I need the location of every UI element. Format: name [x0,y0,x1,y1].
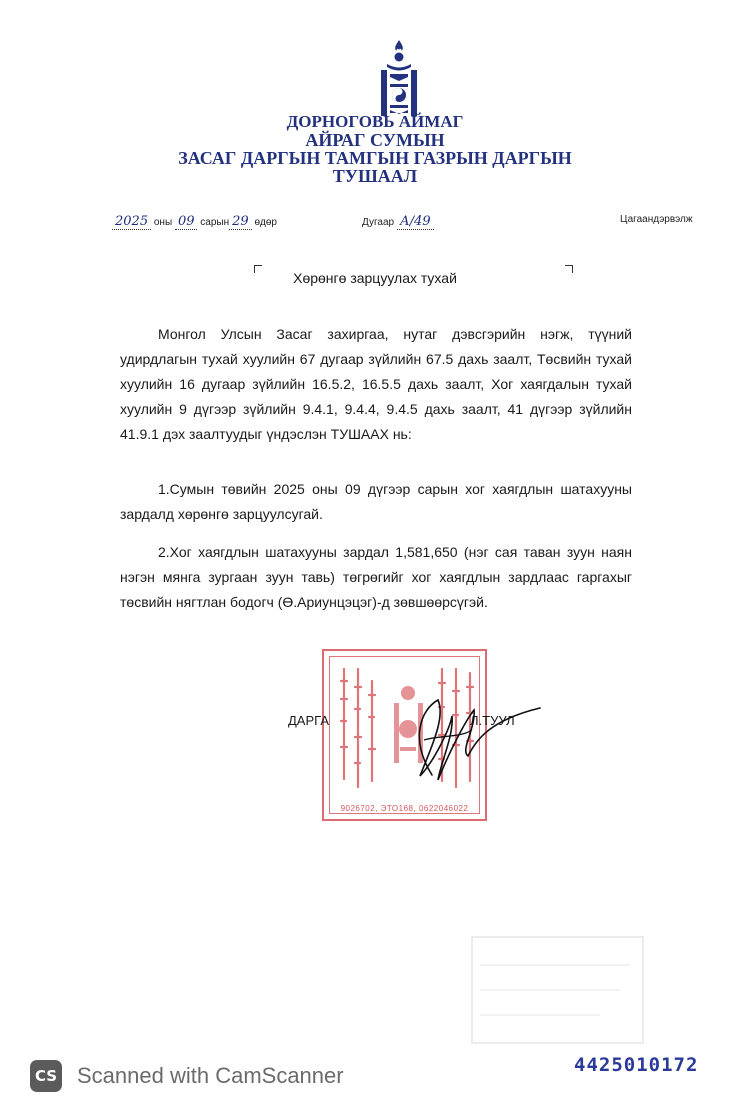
header-office: ЗАСАГ ДАРГЫН ТАМГЫН ГАЗРЫН ДАРГЫН [178,148,572,168]
order-date [112,214,277,229]
stamp-registration-number: 9026702, ЭТО168, 0622046022 [340,804,469,813]
date-year-suffix: оны [153,217,173,228]
order-subject: Хөрөнгө зарцуулах тухай [293,270,457,286]
date-day: 29 [229,214,252,230]
signer-title: ДАРГА [288,713,329,728]
body-paragraph-3: 2.Хог хаягдлын шатахууны зардал 1,581,650 (нэг сая таван зуун наян нэгэн мянга зургаан зуун тавь) төгрөгийг хог хаягдлын зардлаас гаргахыг төсвийн нягтлан бодогч (Ө.Ариунцэцэг)-д зөвшөөрсүгэй. [120,544,632,610]
signer-name: Л.ТУУЛ [470,713,515,728]
body-paragraph-1: Монгол Улсын Засаг захиргаа, нутаг дэвсгэрийн нэгж, түүний удирдлагын тухай хуулийн 67 дугаар зүйлийн 67.5 дахь заалт, Төсвийн тухай хуулийн 16 дугаар зүйлийн 16.5.2, 16.5.5 дахь заалт, Хог хаягдалын тухай хуулийн 9 дүгээр зүйлийн 9.4.1, 9.4.4, 9.4.5 дахь заалт, 41 дүгээр зүйлийн 41.9.1 дэх заалтуудыг үндэслэн ТУШААХ нь: [120,326,632,442]
camscanner-watermark: Scanned with CamScanner [77,1063,344,1088]
header-order-type: ТУШААЛ [332,166,418,186]
date-day-suffix: өдөр [254,217,277,228]
order-number [362,214,434,229]
handwritten-signature [380,680,550,790]
header-aimag: ДОРНОГОВЬ АЙМАГ [286,112,464,131]
date-month: 09 [175,214,198,230]
body-paragraph-2: 1.Сумын төвийн 2025 оны 09 дүгээр сарын хог хаягдлын шатахууны зардалд хөрөнгө зарцуулсугай. [120,481,632,522]
order-number-label: Дугаар [362,217,395,228]
document-serial-number: 4425010172 [574,1054,699,1076]
date-year: 2025 [112,214,151,230]
camscanner-logo-icon: CS [30,1060,62,1092]
header-sum: АЙРАГ СУМЫН [305,130,445,150]
order-place: Цагаандэрвэлж [620,214,693,225]
soyombo-emblem-icon [378,38,420,120]
faint-background-stamp [470,935,645,1045]
order-number-value: А/49 [397,214,434,230]
date-month-suffix: сарын [200,217,230,228]
